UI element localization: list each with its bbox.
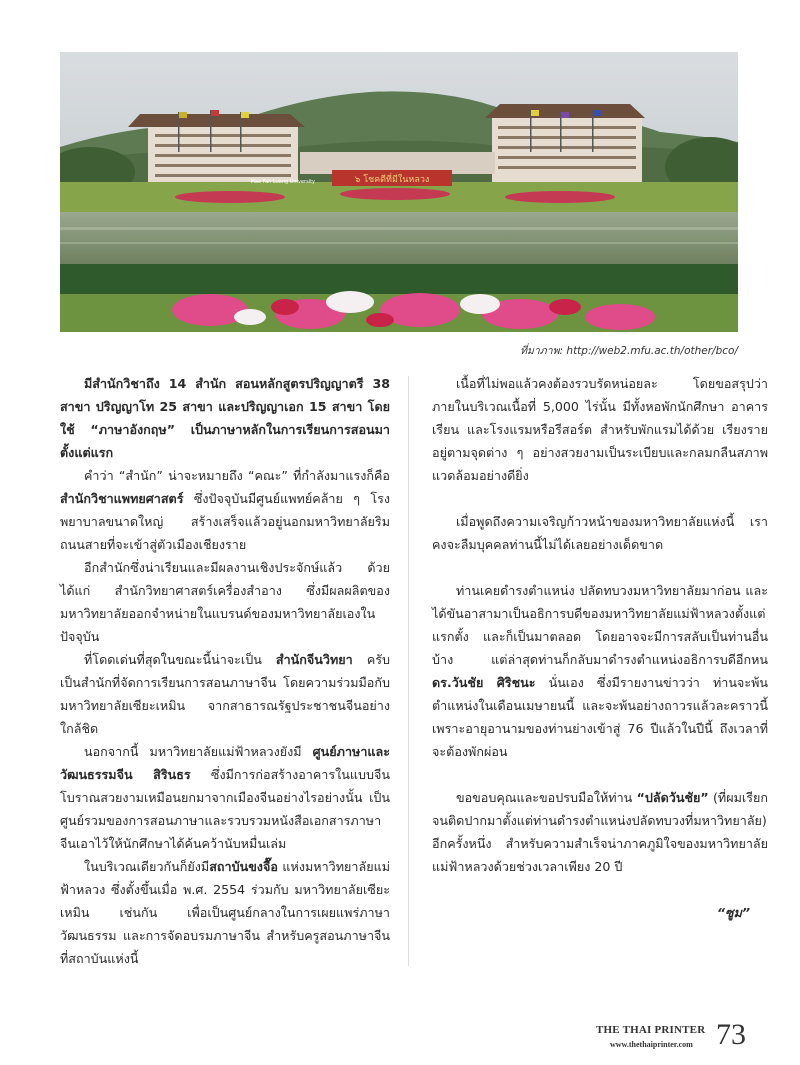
right-paragraph-4 bbox=[432, 786, 768, 878]
right-p4c: (ที่ผมเรียกจนติดปากมาตั้งแต่ท่านดำรงตำแหน่งปลัดทบวงที่มหาวิทยาลัย) อีกครั้งหนึ่ง สำหรับความสำเร็จน่าภาคภูมิใจของมหาวิทยาลัยแม่ฟ้าหลวงด้วยช่วงเวลาเพียง 20 ปี bbox=[432, 790, 768, 874]
left-p4b: สำนักจีนวิทยา bbox=[275, 652, 353, 667]
right-paragraph-2: เมื่อพูดถึงความเจริญก้าวหน้าของมหาวิทยาลัยแห่งนี้ เราคงจะลืมบุคคลท่านนี้ไม่ได้เลยอย่างเด็ดขาด bbox=[432, 514, 768, 552]
left-paragraph-5 bbox=[60, 740, 390, 855]
left-p2a: คำว่า “สำนัก” น่าจะหมายถึง “คณะ” ที่กำลังมาแรงก็คือ bbox=[84, 468, 390, 483]
left-p4a: ที่โดดเด่นที่สุดในขณะนี้น่าจะเป็น bbox=[84, 652, 276, 667]
campus-photo-graphic bbox=[60, 52, 738, 332]
left-p2b: สำนักวิชาแพทยศาสตร์ bbox=[60, 491, 184, 506]
left-paragraph-1 bbox=[60, 372, 390, 464]
left-p5b: ศูนย์ภาษาและวัฒนธรรมจีน สิรินธร bbox=[60, 744, 390, 782]
right-p4a: ขอขอบคุณและขอปรบมือให้ท่าน bbox=[456, 790, 637, 805]
magazine-url: www.thethaiprinter.com bbox=[610, 1040, 693, 1049]
left-p6b: สถาบันขงจื๊อ bbox=[209, 859, 278, 874]
right-p3a: ท่านเคยดำรงตำแหน่ง ปลัดทบวงมหาวิทยาลัยมาก่อน และได้ขันอาสามาเป็นอธิการบดีของมหาวิทยาลัยแม่ฟ้าหลวงตั้งแต่แรกตั้ง และก็เป็นมาตลอด โดยอาจจะมีการสลับเป็นท่านอื่นบ้าง แต่ล่าสุดท่านก็กลับมาดำรงตำแหน่งอธิการบดีอีกหน bbox=[432, 583, 768, 667]
author-signoff: “ซูม” bbox=[716, 905, 750, 920]
left-paragraph-6 bbox=[60, 855, 390, 970]
right-p4b: “ปลัดวันชัย” bbox=[636, 790, 709, 805]
left-p5a: นอกจากนี้ มหาวิทยาลัยแม่ฟ้าหลวงยังมี bbox=[84, 744, 313, 759]
left-p6c: แห่งมหาวิทยาลัยแม่ฟ้าหลวง ซึ่งตั้งขึ้นเมื่อ พ.ศ. 2554 ร่วมกับ มหาวิทยาลัยเซียะเหมิน เช่นกัน เพื่อเป็นศูนย์กลางในการเผยแพร่ภาษาวัฒนธรรม และการจัดอบรมภาษาจีน สำหรับครูสอนภาษาจีนที่สถาบันแห่งนี้ bbox=[60, 859, 390, 966]
right-column bbox=[432, 372, 768, 924]
right-paragraph-3 bbox=[432, 579, 768, 763]
left-column bbox=[60, 372, 390, 970]
banner-text: ๖ โชคดีที่มีในหลวง bbox=[354, 175, 430, 185]
page-number: 73 bbox=[716, 1018, 746, 1051]
sign-text: Mae Fah Luang University bbox=[250, 179, 315, 185]
magazine-name: THE THAI PRINTER bbox=[596, 1024, 706, 1036]
left-paragraph-4 bbox=[60, 648, 390, 740]
campus-photo bbox=[60, 52, 738, 332]
left-paragraph-3: อีกสำนักซึ่งน่าเรียนและมีผลงานเชิงประจักษ์แล้ว ด้วย ได้แก่ สำนักวิทยาศาสตร์เครื่องสำอาง ซึ่งมีผลผลิตของมหาวิทยาลัยออกจำหน่ายในแบรนด์ของมหาวิทยาลัยเองในปัจจุบัน bbox=[60, 560, 390, 644]
left-p2c: ซึ่งปัจจุบันมีศูนย์แพทย์คล้าย ๆ โรงพยาบาลขนาดใหญ่ สร้างเสร็จแล้วอยู่นอกมหาวิทยาลัยริมถนนสายที่จะเข้าสู่ตัวเมืองเชียงราย bbox=[60, 491, 390, 552]
column-divider bbox=[408, 376, 409, 966]
left-p6a: ในบริเวณเดียวกันก็ยังมี bbox=[84, 859, 210, 874]
right-p3b: ดร.วันชัย ศิริชนะ bbox=[432, 675, 536, 690]
right-p3c: นั่นเอง ซึ่งมีรายงานข่าวว่า ท่านจะพ้นตำแหน่งในเดือนเมษายนนี้ และจะพ้นอย่างถาวรแล้วละคราวนี้ เพราะอายุอานามของท่านย่างเข้าสู่ 76 ปีแล้วในปีนี้ ถึงเวลาที่จะต้องพักผ่อน bbox=[432, 675, 768, 759]
left-p1-text: มีสำนักวิชาถึง 14 สำนัก สอนหลักสูตรปริญญาตรี 38 สาขา ปริญญาโท 25 สาขา และปริญญาเอก 15 สาขา โดยใช้ “ภาษาอังกฤษ” เป็นภาษาหลักในการเรียนการสอนมาตั้งแต่แรก bbox=[60, 376, 390, 460]
left-p4c: ครับ เป็นสำนักที่จัดการเรียนการสอนภาษาจีน โดยความร่วมมือกับมหาวิทยาลัยเซียะเหมิน จากสาธารณรัฐประชาชนจีนอย่างใกล้ชิด bbox=[60, 652, 390, 736]
left-p5c: ซึ่งมีการก่อสร้างอาคารในแบบจีนโบราณสวยงามเหมือนยกมาจากเมืองจีนอย่างไรอย่างนั้น เป็นศูนย์รวมของการสอนภาษาและรวบรวมหนังสือเอกสารภาษาจีนเอาไว้ให้นักศึกษาได้ค้นคว้านับหมื่นเล่ม bbox=[60, 767, 390, 851]
left-paragraph-2 bbox=[60, 464, 390, 556]
right-paragraph-1: เนื้อที่ไม่พอแล้วคงต้องรวบรัดหน่อยละ โดยขอสรุปว่าภายในบริเวณเนื้อที่ 5,000 ไร่นั้น มีทั้งหอพักนักศึกษา อาคารเรียน และโรงแรมหรือรีสอร์ต สำหรับพักแรมได้ด้วย เรียงรายอยู่ตามจุดต่าง ๆ อย่างสวยงามเป็นระเบียบและกลมกลืนสภาพแวดล้อมอย่างดียิ่ง bbox=[432, 376, 768, 483]
photo-caption: ที่มาภาพ: http://web2.mfu.ac.th/other/bco/ bbox=[520, 345, 738, 357]
